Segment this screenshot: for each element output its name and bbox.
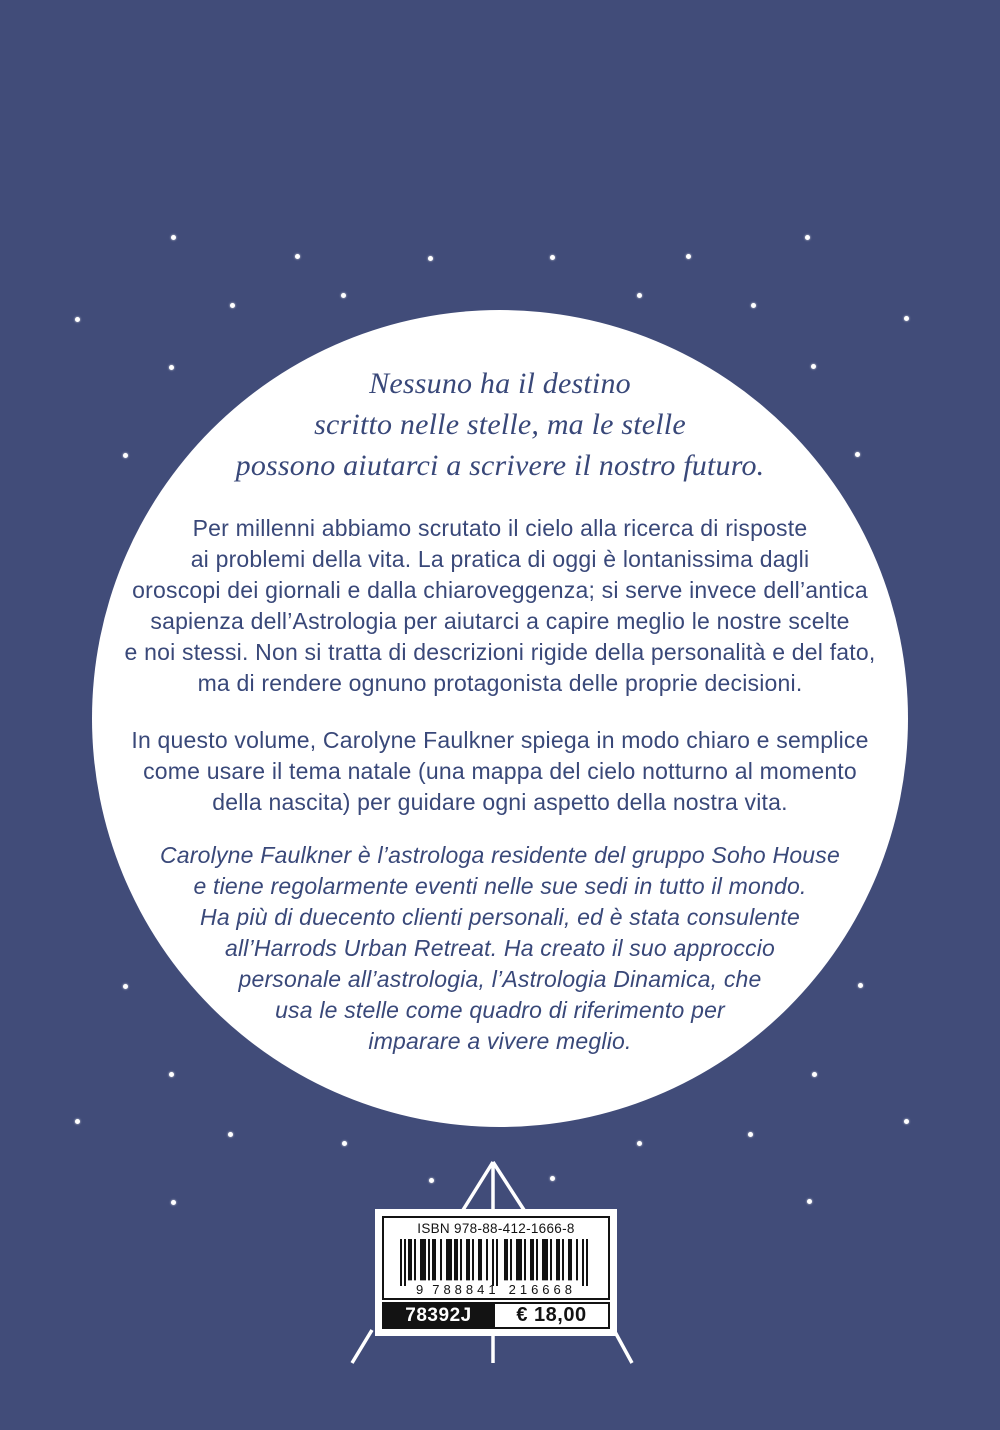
- text-line: possono aiutarci a scrivere il nostro futuro.: [235, 449, 765, 482]
- star-dot: [807, 1199, 812, 1204]
- star-dot: [748, 1132, 753, 1137]
- star-dot: [550, 255, 555, 260]
- star-dot: [904, 1119, 909, 1124]
- text-line: Nessuno ha il destino: [369, 367, 631, 400]
- isbn-text: ISBN 978-88-412-1666-8: [417, 1221, 575, 1236]
- star-dot: [428, 256, 433, 261]
- publisher-code-badge: 78392J: [382, 1302, 495, 1329]
- star-dot: [805, 235, 810, 240]
- text-line: ma di rendere ognuno protagonista delle proprie decisioni.: [197, 670, 803, 696]
- text-line: imparare a vivere meglio.: [368, 1028, 632, 1054]
- paragraph-intro: [0, 513, 1000, 699]
- star-dot: [295, 254, 300, 259]
- star-dot: [169, 1072, 174, 1077]
- star-dot: [686, 254, 691, 259]
- star-dot: [228, 1132, 233, 1137]
- text-line: Carolyne Faulkner è l’astrologa residente del gruppo Soho House: [159, 842, 840, 868]
- star-dot: [342, 1141, 347, 1146]
- star-dot: [751, 303, 756, 308]
- barcode-digit-lead: 9: [415, 1282, 424, 1297]
- barcode-box: [382, 1216, 610, 1300]
- text-line: scritto nelle stelle, ma le stelle: [314, 408, 686, 441]
- text-line: sapienza dell’Astrologia per aiutarci a capire meglio le nostre scelte: [150, 608, 850, 634]
- text-line: e tiene regolarmente eventi nelle sue sedi in tutto il mondo.: [193, 873, 807, 899]
- star-dot: [230, 303, 235, 308]
- price-text: € 18,00: [495, 1302, 610, 1329]
- star-dot: [637, 1141, 642, 1146]
- text-line: personale all’astrologia, l’Astrologia Dinamica, che: [238, 966, 762, 992]
- barcode-digit-group-1: 788841: [432, 1282, 500, 1297]
- star-dot: [341, 293, 346, 298]
- text-line: della nascita) per guidare ogni aspetto della nostra vita.: [212, 789, 788, 815]
- star-dot: [812, 1072, 817, 1077]
- barcode-icon: [400, 1239, 592, 1286]
- star-dot: [171, 1200, 176, 1205]
- star-dot: [75, 317, 80, 322]
- star-dot: [904, 316, 909, 321]
- star-dot: [171, 235, 176, 240]
- text-line: come usare il tema natale (una mappa del cielo notturno al momento: [143, 758, 857, 784]
- star-dot: [637, 293, 642, 298]
- text-line: Ha più di duecento clienti personali, ed è stata consulente: [200, 904, 800, 930]
- star-dot: [75, 1119, 80, 1124]
- text-line: all’Harrods Urban Retreat. Ha creato il suo approccio: [224, 935, 776, 961]
- text-line: oroscopi dei giornali e dalla chiaroveggenza; si serve invece dell’antica: [132, 577, 868, 603]
- text-line: ai problemi della vita. La pratica di oggi è lontanissima dagli: [190, 546, 810, 572]
- text-line: usa le stelle come quadro di riferimento per: [275, 997, 725, 1023]
- star-dot: [429, 1178, 434, 1183]
- tagline-quote: [0, 363, 1000, 486]
- star-dot: [550, 1176, 555, 1181]
- barcode-digit-group-2: 216668: [508, 1282, 576, 1297]
- text-line: Per millenni abbiamo scrutato il cielo alla ricerca di risposte: [192, 515, 808, 541]
- paragraph-volume: [0, 725, 1000, 818]
- barcode-label: [375, 1209, 617, 1336]
- text-line: e noi stessi. Non si tratta di descrizioni rigide della personalità e del fato,: [124, 639, 876, 665]
- text-line: In questo volume, Carolyne Faulkner spiega in modo chiaro e semplice: [131, 727, 869, 753]
- paragraph-author-bio: [0, 840, 1000, 1057]
- price-strip: [382, 1302, 610, 1329]
- barcode-digits: [384, 1282, 608, 1297]
